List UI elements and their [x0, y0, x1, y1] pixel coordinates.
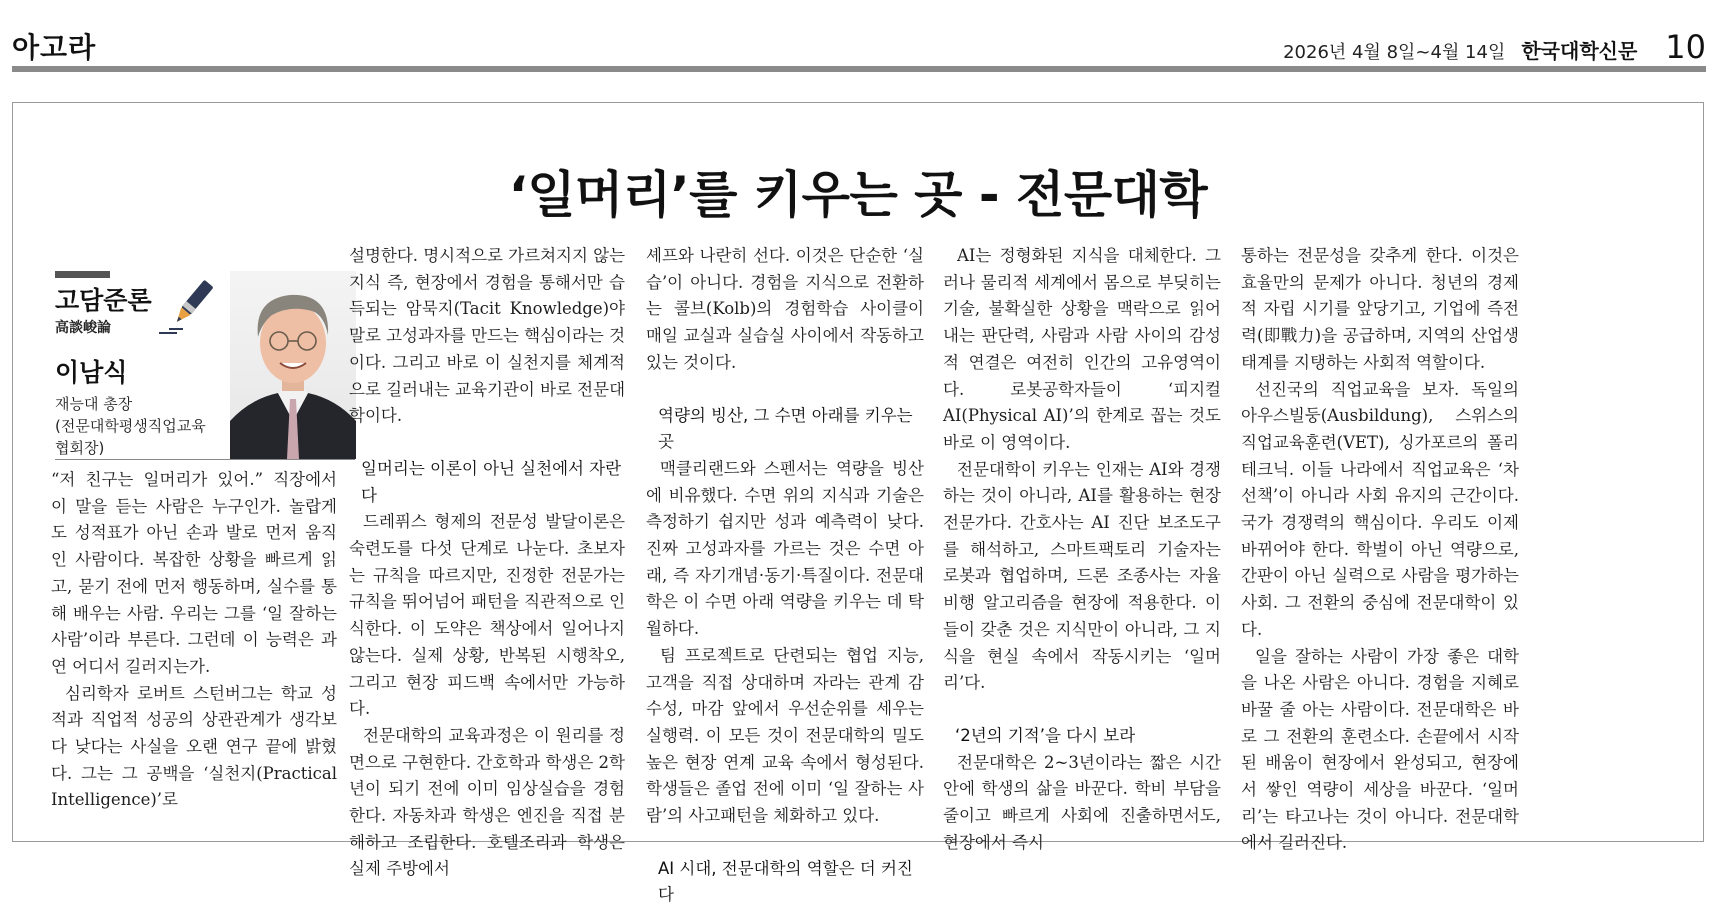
column-title-hanja: 高談峻論 — [55, 320, 111, 336]
paragraph: 전문대학이 키우는 인재는 AI와 경쟁하는 것이 아니라, AI를 활용하는 현장 전문가다. 간호사는 AI 진단 보조도구를 해석하고, 스마트팩토리 기술자는 로봇과 협업하며, 드론 조종사는 자율비행 알고리즘을 현장에 적용한다. 이들이 갖춘 것은 지식만이 아니라, 그 지식을 현실 속에서 작동시키는 ‘일머리’다. — [943, 459, 1221, 693]
page-number: 10 — [1665, 28, 1706, 66]
paragraph: 전문대학은 2~3년이라는 짧은 시간 안에 학생의 삶을 바꾼다. 학비 부담을 줄이고 빠르게 사회에 진출하면서도, 현장에서 즉시 — [943, 752, 1221, 852]
spacer — [646, 830, 924, 856]
author-role-line: 재능대 총장 — [55, 395, 133, 413]
paragraph: 심리학자 로버트 스턴버그는 학교 성적과 직업적 성공의 상관관계가 생각보다 낮다는 사실을 오랜 연구 끝에 밝혔다. 그는 그 공백을 ‘실천지(Practical Intelligence)’로 — [51, 683, 337, 810]
newspaper-name: 한국대학신문 — [1521, 39, 1638, 63]
subheading: AI 시대, 전문대학의 역할은 더 커진다 — [658, 858, 913, 905]
article-box — [12, 102, 1704, 905]
paragraph: 드레퓌스 형제의 전문성 발달이론은 숙련도를 다섯 단계로 나눈다. 초보자는 규칙을 따르지만, 진정한 전문가는 규칙을 뛰어넘어 패턴을 직관적으로 인식한다. 이 도약은 책상에서 일어나지 않는다. 실제 상황, 반복된 시행착오, 그리고 현장 피드백 속에서만 가능하다. — [349, 512, 626, 719]
text-column-1 — [51, 467, 337, 814]
paragraph: “저 친구는 일머리가 있어.” 직장에서 이 말을 듣는 사람은 누구인가. 놀랍게도 성적표가 아닌 손과 발로 먼저 움직인 사람이다. 복잡한 상황을 빠르게 읽고, 묻기 전에 먼저 행동하며, 실수를 통해 배우는 사람. 우리는 그를 ‘일 잘하는 사람’이라 부른다. 그런데 이 능력은 과연 어디서 길러지는가. — [51, 470, 337, 676]
issue-date: 2026년 4월 8일~4월 14일 — [1283, 42, 1506, 63]
header-info — [1283, 28, 1706, 66]
headline: ‘일머리’를 키우는 곳 - 전문대학 — [508, 166, 1208, 224]
subheading: ‘2년의 기적’을 다시 보라 — [955, 725, 1136, 745]
author-role-line: (전문대학평생직업교육 — [55, 417, 206, 435]
author-block — [55, 271, 355, 461]
subheading: 일머리는 이론이 아닌 실천에서 자란다 — [361, 458, 622, 505]
paragraph: 설명한다. 명시적으로 가르쳐지지 않는 지식 즉, 현장에서 경험을 통해서만 습득되는 암묵지(Tacit Knowledge)야말로 고성과자를 만드는 핵심이라는 것이다. 그리고 바로 이 실천지를 체계적으로 길러내는 교육기관이 바로 전문대학이다. — [349, 246, 626, 426]
author-role — [55, 393, 206, 459]
text-column-4 — [943, 243, 1221, 856]
spacer — [349, 430, 625, 456]
spacer — [943, 697, 1221, 723]
column-title-bar — [55, 271, 110, 278]
spacer — [646, 377, 924, 403]
page-header — [12, 20, 1706, 72]
text-column-3 — [646, 243, 924, 909]
author-photo — [230, 271, 356, 459]
author-name: 이남식 — [55, 358, 128, 387]
text-column-5 — [1241, 243, 1519, 857]
paragraph: 셰프와 나란히 선다. 이것은 단순한 ‘실습’이 아니다. 경험을 지식으로 전환하는 콜브(Kolb)의 경험학습 사이클이 매일 교실과 실습실 사이에서 작동하고 있는 것이다. — [646, 246, 924, 372]
author-role-line: 협회장) — [55, 439, 105, 457]
subheading: 역량의 빙산, 그 수면 아래를 키우는 곳 — [658, 405, 913, 452]
paragraph: 일을 잘하는 사람이 가장 좋은 대학을 나온 사람은 아니다. 경험을 지혜로 바꿀 줄 아는 사람이다. 전문대학은 바로 그 전환의 훈련소다. 손끝에서 시작된 배움이 현장에서 완성되고, 현장에서 쌓인 역량이 세상을 바꾼다. ‘일머리’는 타고나는 것이 아니다. 전문대학에서 길러진다. — [1241, 646, 1519, 853]
author-divider — [55, 459, 355, 460]
column-title: 고담준론 — [55, 286, 152, 315]
paragraph: 맥클리랜드와 스펜서는 역량을 빙산에 비유했다. 수면 위의 지식과 기술은 측정하기 쉽지만 성과 예측력이 낮다. 진짜 고성과자를 가르는 것은 수면 아래, 즉 자기개념·동기·특질이다. 전문대학은 이 수면 아래 역량을 키우는 데 탁월하다. — [646, 458, 924, 639]
paragraph: AI는 정형화된 지식을 대체한다. 그러나 물리적 세계에서 몸으로 부딪히는 기술, 불확실한 상황을 맥락으로 읽어내는 판단력, 사람과 사람 사이의 감성적 연결은 여전히 인간의 고유영역이다. 로봇공학자들이 ‘피지컬 AI(Physical AI)’의 한계로 꼽는 것도 바로 이 영역이다. — [943, 246, 1221, 452]
pen-icon — [155, 275, 219, 337]
section-name: 아고라 — [12, 31, 97, 64]
paragraph: 전문대학의 교육과정은 이 원리를 정면으로 구현한다. 간호학과 학생은 2학년이 되기 전에 이미 임상실습을 경험한다. 자동차과 학생은 엔진을 직접 분해하고 조립한다. 호텔조리과 학생은 실제 주방에서 — [349, 725, 625, 879]
paragraph: 통하는 전문성을 갖추게 한다. 이것은 효율만의 문제가 아니다. 청년의 경제적 자립 시기를 앞당기고, 기업에 즉전력(即戰力)을 공급하며, 지역의 산업생태계를 지탱하는 사회적 역할이다. — [1241, 246, 1519, 372]
paragraph: 선진국의 직업교육을 보자. 독일의 아우스빌둥(Ausbildung), 스위스의 직업교육훈련(VET), 싱가포르의 폴리테크닉. 이들 나라에서 직업교육은 ‘차선책’이 아니라 사회 유지의 근간이다. 국가 경쟁력의 핵심이다. 우리도 이제 바뀌어야 한다. 학벌이 아닌 역량으로, 간판이 아닌 실력으로 사람을 평가하는 사회. 그 전환의 중심에 전문대학이 있다. — [1241, 379, 1519, 639]
header-rule — [12, 66, 1706, 72]
paragraph: 팀 프로젝트로 단련되는 협업 지능, 고객을 직접 상대하며 자라는 관계 감수성, 마감 앞에서 우선순위를 세우는 실행력. 이 모든 것이 전문대학의 밀도 높은 현장 연계 교육 속에서 형성된다. 학생들은 졸업 전에 이미 ‘일 잘하는 사람’의 사고패턴을 체화하고 있다. — [646, 645, 924, 826]
text-column-2 — [349, 243, 625, 883]
